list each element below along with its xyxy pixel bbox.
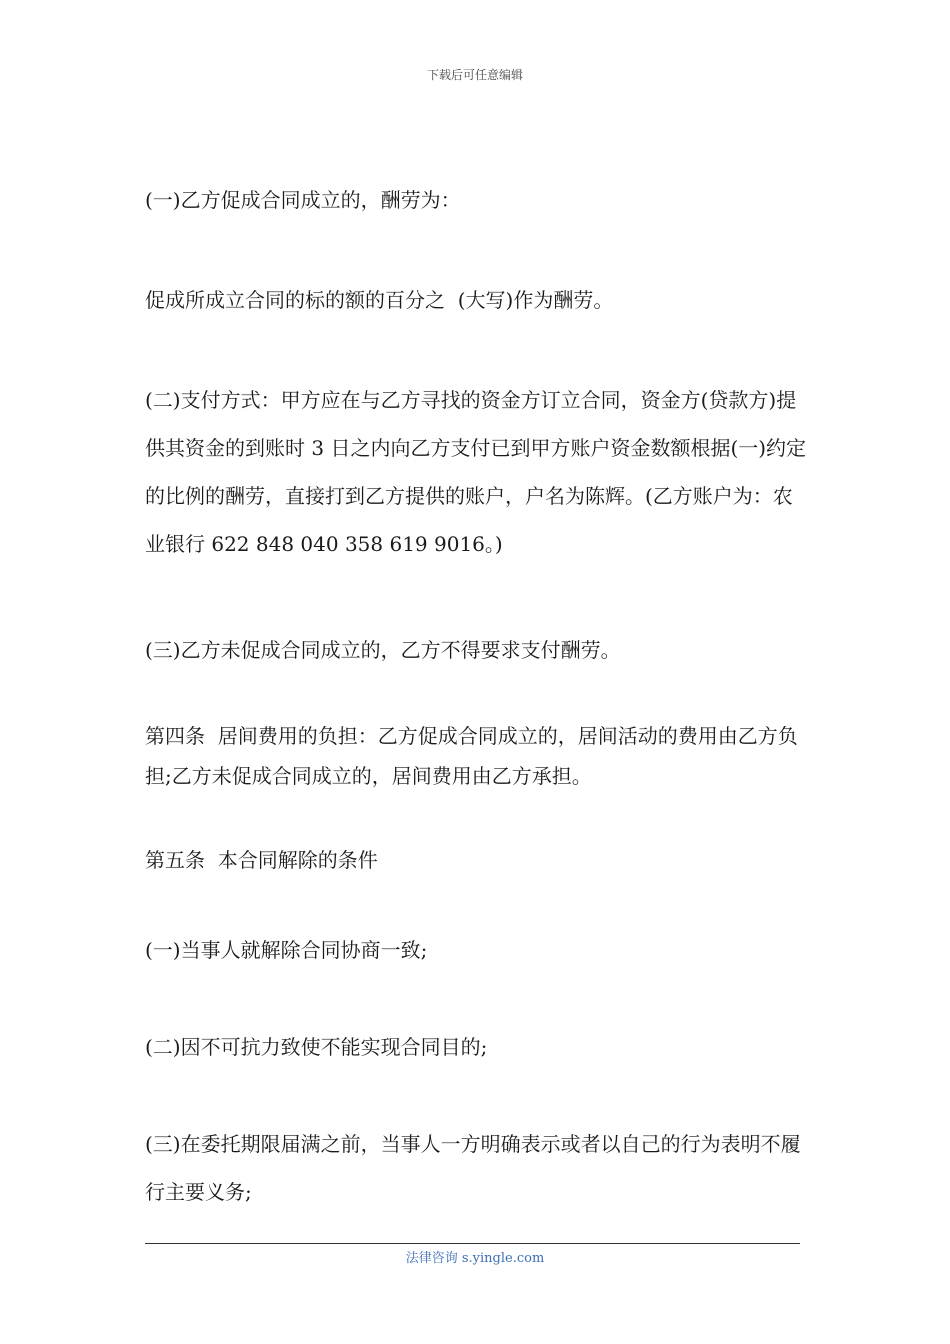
paragraph-no-remuneration: (三)乙方未促成合同成立的，乙方不得要求支付酬劳。 [145, 638, 621, 662]
paragraph-termination-1: (一)当事人就解除合同协商一致; [145, 938, 428, 962]
paragraph-article-4: 第四条 居间费用的负担：乙方促成合同成立的，居间活动的费用由乙方负担;乙方未促成合同成立的，居间费用由乙方承担。 [145, 724, 798, 788]
paragraph-article-5-title: 第五条 本合同解除的条件 [145, 848, 378, 872]
page-header: 下载后可任意编辑 [426, 68, 523, 82]
paragraph-termination-2: (二)因不可抗力致使不能实现合同目的; [145, 1035, 488, 1059]
paragraph-remuneration-1: (一)乙方促成合同成立的，酬劳为： [145, 188, 461, 212]
footer-divider [145, 1243, 800, 1244]
footer-link[interactable]: 法律咨询 s.yingle.com [405, 1251, 545, 1266]
paragraph-termination-3: (三)在委托期限届满之前，当事人一方明确表示或者以自己的行为表明不履行主要义务; [145, 1132, 801, 1204]
paragraph-payment-method: (二)支付方式：甲方应在与乙方寻找的资金方订立合同，资金方(贷款方)提供其资金的到账时 3 日之内向乙方支付已到甲方账户资金数额根据(一)约定的比例的酬劳，直接打到乙方提供的账户，户名为陈辉。(乙方账户为：农业银行 622 848 040 358 619 9016。) [145, 388, 807, 556]
paragraph-remuneration-rate: 促成所成立合同的标的额的百分之 (大写)作为酬劳。 [145, 288, 614, 312]
